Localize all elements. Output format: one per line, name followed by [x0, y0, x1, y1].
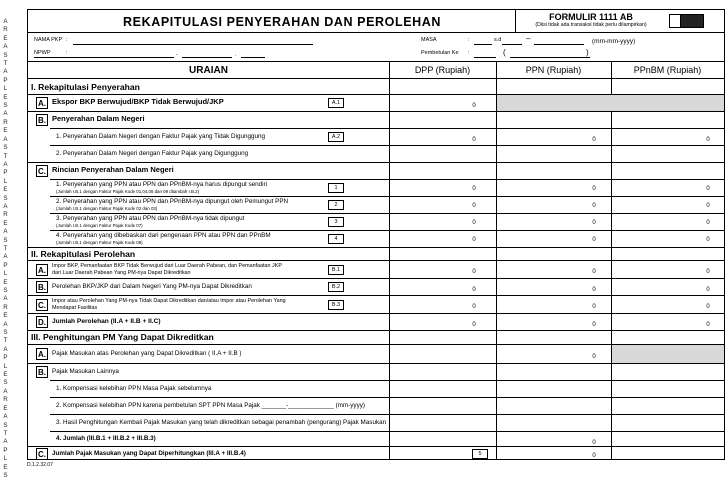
row-code: A.1 [328, 98, 344, 108]
disabled-cell [611, 345, 724, 364]
row-code: 1 [328, 183, 344, 193]
form-note: (Diisi tidak ada transaksi tidak perlu dilampirkan) [535, 22, 647, 28]
sidebar-letter: S [3, 471, 8, 479]
row-label: Perolehan BKP/JKP dari Dalam Negeri Yang PM-nya Dapat Dikreditkan [52, 283, 252, 290]
masa-date-format: (mm-mm-yyyy) [592, 38, 636, 45]
section-3-header [28, 330, 724, 344]
ppn-value[interactable]: 0 [592, 137, 596, 143]
masa-year-field[interactable] [534, 44, 584, 45]
row-label: 1. Penyerahan Dalam Negeri dengan Faktur Pajak yang Tidak Digunggung [56, 133, 265, 140]
row-label: Pajak Masukan atas Perolehan yang Dapat Dikreditkan ( II.A + II.B ) [52, 350, 242, 357]
row-code: 5 [472, 449, 488, 459]
row-iii-b [28, 363, 724, 380]
ppnbm-value[interactable]: 0 [706, 287, 710, 293]
col-uraian: URAIAN [189, 65, 228, 76]
dpp-value[interactable]: 0 [472, 137, 476, 143]
sidebar-letter: A [3, 110, 8, 118]
ppnbm-value[interactable]: 0 [706, 237, 710, 243]
row-i-c-4 [50, 230, 724, 247]
dpp-value[interactable]: 0 [472, 287, 476, 293]
footer-code: D.1.2.32.07 [27, 462, 53, 468]
row-i-a [28, 94, 724, 111]
sidebar-letter: P [3, 354, 8, 362]
disabled-cell [496, 95, 724, 112]
row-ii-d [28, 313, 724, 330]
sidebar-letter: E [3, 219, 8, 227]
sidebar-letter: A [3, 18, 8, 25]
col-ppn: PPN (Rupiah) [525, 65, 582, 75]
row-i-b-2 [50, 145, 724, 162]
sidebar-letter: A [3, 413, 8, 421]
section-2-header [28, 247, 724, 260]
sidebar-letter: S [3, 329, 8, 337]
sidebar-letter: T [3, 244, 8, 252]
sidebar-letter: A [3, 160, 8, 168]
row-label: Impor atau Perolehan Yang PM-nya Tidak Dapat Dikreditkan dan/atau Impor atau Perolehan Yang Mendapat Fasilitas [52, 298, 286, 311]
row-iii-b-4 [50, 431, 724, 446]
sidebar-letter: R [3, 118, 8, 126]
sidebar-letter: R [3, 211, 8, 219]
form-number-box [515, 10, 665, 32]
sidebar-letter: A [3, 135, 8, 143]
row-label: 3. Penyerahan yang PPN atau PPN dan PPnBM-nya tidak dipungut (Jumlah I.B.1 dengan Faktur Pajak Kode 07) [56, 215, 245, 228]
npwp-dash: - [176, 52, 178, 58]
sidebar-letter: R [3, 396, 8, 404]
row-label: Jumlah Perolehan (II.A + II.B + II.C) [52, 318, 161, 325]
row-letter: A. [38, 266, 46, 275]
ppnbm-value[interactable]: 0 [706, 137, 710, 143]
form-title: REKAPITULASI PENYERAHAN DAN PEROLEHAN [123, 15, 442, 29]
ppn-value[interactable]: 0 [592, 269, 596, 275]
sidebar-letter: P [3, 76, 8, 84]
row-letter: B. [38, 368, 46, 377]
sidebar-letter: E [3, 34, 8, 42]
row-iii-b-3 [50, 414, 724, 431]
masa-colon: : [468, 37, 470, 43]
row-letter: C. [38, 450, 46, 459]
checkbox-filled [681, 15, 703, 27]
ppn-value[interactable]: 0 [592, 237, 596, 243]
ppn-value[interactable]: 0 [592, 440, 596, 446]
row-label: 3. Hasil Penghitungan Kembali Pajak Masukan yang telah dikreditkan sebagai penambah (pengurang) Pajak Masukan [56, 419, 387, 426]
section-1-title: I. Rekapitulasi Penyerahan [31, 82, 140, 92]
masa-from-field[interactable] [474, 44, 492, 45]
row-iii-c [28, 446, 724, 460]
section-3-title: III. Penghitungan PM Yang Dapat Dikreditkan [31, 332, 214, 342]
paren-open: ( [503, 48, 506, 57]
npwp-colon: : [66, 50, 68, 56]
sidebar-letter: P [3, 169, 8, 177]
row-code: B.2 [328, 282, 344, 292]
pembetulan-colon: : [468, 50, 470, 56]
pembetulan-note-field[interactable] [510, 57, 590, 58]
dpp-value[interactable]: 0 [472, 322, 476, 328]
sidebar-letter: P [3, 261, 8, 269]
form-number: FORMULIR 1111 AB [549, 12, 633, 22]
row-i-c-2 [50, 196, 724, 213]
row-label: Penyerahan Dalam Negeri [52, 114, 145, 123]
form-1111-ab [27, 9, 725, 460]
status-checkbox[interactable] [669, 14, 704, 28]
npwp-field-1[interactable] [34, 57, 174, 58]
sidebar-letter: E [3, 127, 8, 135]
sidebar-letter: E [3, 278, 8, 286]
row-label: 1. Kompensasi kelebihan PPN Masa Pajak sebelumnya [56, 385, 212, 392]
masa-sd: s.d [494, 37, 502, 43]
sidebar-letter: L [3, 362, 8, 370]
ppn-value[interactable]: 0 [592, 287, 596, 293]
sidebar-letter: S [3, 236, 8, 244]
row-letter: D. [38, 318, 46, 327]
ppn-value[interactable]: 0 [592, 354, 596, 360]
sidebar-letter: T [3, 60, 8, 68]
row-ii-b [28, 278, 724, 295]
sidebar-letter: A [3, 68, 8, 76]
checkbox-empty[interactable] [670, 15, 681, 27]
pembetulan-label: Pembetulan Ke [421, 50, 459, 56]
sidebar-letter: E [3, 312, 8, 320]
sidebar-letter: A [3, 253, 8, 261]
masa-to-field[interactable] [502, 44, 522, 45]
sidebar-letter: A [3, 295, 8, 303]
dpp-value[interactable]: 0 [472, 203, 476, 209]
row-code: 4 [328, 234, 344, 244]
sidebar-letter: L [3, 85, 8, 93]
col-ppnbm: PPnBM (Rupiah) [633, 65, 702, 75]
row-code: A.2 [328, 132, 344, 142]
row-letter: A. [38, 99, 46, 108]
ppn-value[interactable]: 0 [592, 203, 596, 209]
dpp-value[interactable]: 0 [472, 186, 476, 192]
npwp-label: NPWP [34, 50, 51, 56]
dpp-value[interactable]: 0 [472, 103, 476, 109]
row-label: 2. Penyerahan Dalam Negeri dengan Faktur Pajak yang Digunggung [56, 150, 249, 157]
ppnbm-value[interactable]: 0 [706, 220, 710, 226]
ppn-value[interactable]: 0 [592, 186, 596, 192]
ppn-value[interactable]: 0 [592, 220, 596, 226]
dpp-value[interactable]: 0 [472, 237, 476, 243]
masa-label: MASA [421, 37, 437, 43]
ppnbm-value[interactable]: 0 [706, 304, 710, 310]
sidebar-letter: E [3, 186, 8, 194]
column-headers [28, 62, 724, 79]
sidebar-letter: A [3, 43, 8, 51]
row-code: 3 [328, 217, 344, 227]
sidebar-letter: S [3, 421, 8, 429]
sidebar-letter: S [3, 379, 8, 387]
row-letter: B. [38, 116, 46, 125]
ppn-value[interactable]: 0 [592, 322, 596, 328]
sidebar-letter: E [3, 404, 8, 412]
nama-colon: : [66, 37, 68, 43]
row-code: 2 [328, 200, 344, 210]
sidebar-letter: L [3, 177, 8, 185]
ppn-value[interactable]: 0 [592, 453, 596, 459]
identity-area [28, 33, 724, 62]
row-letter: B. [38, 283, 46, 292]
row-label: Jumlah Pajak Masukan yang Dapat Diperhitungkan (III.A + III.B.4) [52, 450, 246, 457]
sidebar-letter: R [3, 26, 8, 34]
nama-pkp-label: NAMA PKP [34, 37, 63, 43]
sidebar-letter: E [3, 93, 8, 101]
row-code: B.1 [328, 265, 344, 275]
sidebar-letter: T [3, 337, 8, 345]
dpp-value[interactable]: 0 [472, 220, 476, 226]
row-label: Impor BKP, Pemanfaatan BKP Tidak Berwujud dari Luar Daerah Pabean, dan Pemanfaatan JKP dari Luar Daerah Pabean Yang PM-nya Dapat Dikreditkan [52, 263, 282, 276]
row-label: 4. Penyerahan yang dibebaskan dari pengenaan PPN atau PPN dan PPnBM (Jumlah I.B.1 dengan Faktur Pajak Kode 08) [56, 232, 271, 245]
ppnbm-value[interactable]: 0 [706, 203, 710, 209]
row-label: 2. Kompensasi kelebihan PPN karena pembetulan SPT PPN Masa Pajak _______-_____________ (mm-yyyy) [56, 402, 365, 409]
sidebar-letter: A [3, 228, 8, 236]
row-i-b-1 [50, 128, 724, 145]
paren-close: ) [586, 48, 589, 57]
sidebar-letter: T [3, 429, 8, 437]
sidebar-letter: S [3, 194, 8, 202]
row-code: B.3 [328, 300, 344, 310]
row-iii-b-1 [50, 380, 724, 397]
row-i-c-1 [50, 179, 724, 196]
sidebar-letter: P [3, 446, 8, 454]
row-label: Rincian Penyerahan Dalam Negeri [52, 165, 174, 174]
sidebar-letter: R [3, 303, 8, 311]
staple-area-sidebar [0, 18, 11, 479]
sidebar-letter: S [3, 102, 8, 110]
row-iii-b-2 [50, 397, 724, 414]
row-iii-a [28, 344, 724, 363]
ppnbm-value[interactable]: 0 [706, 186, 710, 192]
ppn-value[interactable]: 0 [592, 304, 596, 310]
npwp-dot: . [235, 52, 237, 58]
sidebar-letter: E [3, 463, 8, 471]
row-ii-a [28, 260, 724, 278]
sidebar-letter: L [3, 455, 8, 463]
row-letter: A. [38, 350, 46, 359]
pembetulan-field[interactable] [474, 57, 496, 58]
sidebar-letter: A [3, 320, 8, 328]
ppnbm-value[interactable]: 0 [706, 322, 710, 328]
ppnbm-value[interactable]: 0 [706, 269, 710, 275]
dpp-value[interactable]: 0 [472, 304, 476, 310]
sidebar-letter: E [3, 371, 8, 379]
sidebar-letter: A [3, 387, 8, 395]
sidebar-letter: S [3, 287, 8, 294]
row-label: Ekspor BKP Berwujud/BKP Tidak Berwujud/JKP [52, 97, 224, 106]
npwp-field-2[interactable] [182, 57, 232, 58]
sidebar-letter: S [3, 51, 8, 59]
row-i-c [28, 162, 724, 179]
row-letter: C. [38, 167, 46, 176]
masa-dash: – [526, 34, 531, 43]
npwp-field-3[interactable] [241, 57, 265, 58]
row-label: 1. Penyerahan yang PPN atau PPN dan PPnBM-nya harus dipungut sendiri (Jumlah I.B.1 dengan Faktur Pajak Kode 01,04,06 dan 09 ditambah I.B.2) [56, 181, 268, 194]
sidebar-letter: A [3, 438, 8, 446]
form-header [28, 10, 724, 33]
sidebar-letter: T [3, 152, 8, 160]
section-2-title: II. Rekapitulasi Perolehan [31, 249, 136, 259]
col-dpp: DPP (Rupiah) [414, 65, 471, 75]
sidebar-letter: A [3, 345, 8, 353]
row-label: 4. Jumlah (III.B.1 + III.B.2 + III.B.3) [56, 435, 156, 442]
dpp-value[interactable]: 0 [472, 269, 476, 275]
row-label: Pajak Masukan Lainnya [52, 368, 119, 375]
sidebar-letter: L [3, 270, 8, 278]
row-ii-c [28, 295, 724, 313]
sidebar-letter: S [3, 144, 8, 152]
sidebar-letter: A [3, 202, 8, 210]
nama-pkp-field[interactable] [73, 44, 313, 45]
row-i-b [28, 111, 724, 128]
row-letter: C. [38, 301, 46, 310]
row-label: 2. Penyerahan yang PPN atau PPN dan PPnBM-nya dipungut oleh Pemungut PPN (Jumlah I.B.1 dengan Faktur Pajak Kode 02 dan 03) [56, 198, 289, 211]
row-i-c-3 [50, 213, 724, 230]
